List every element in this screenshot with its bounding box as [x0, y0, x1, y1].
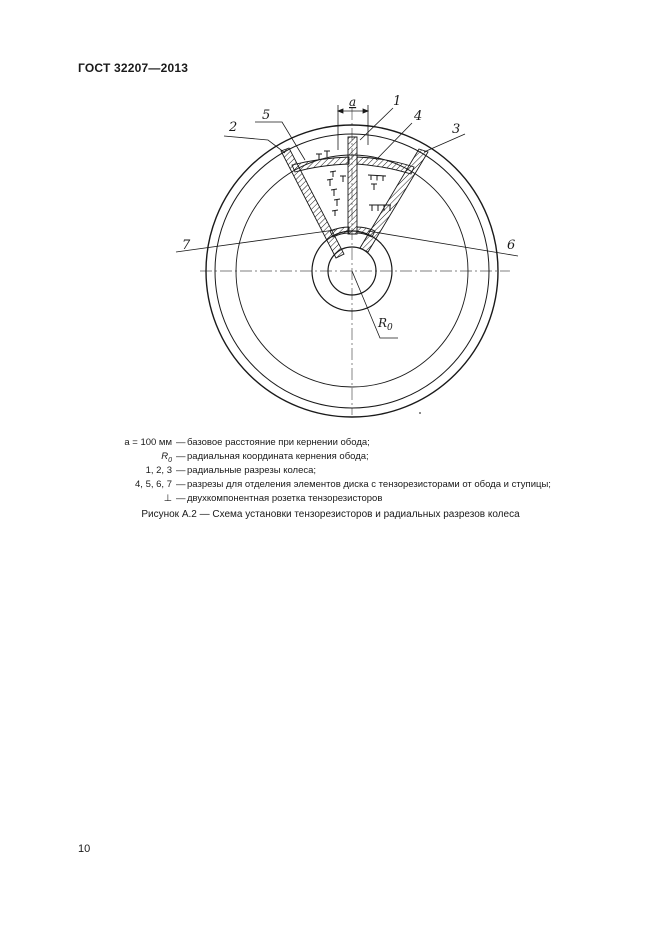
legend-row	[0, 450, 661, 464]
figure-caption: Рисунок А.2 — Схема установки тензорезисторов и радиальных разрезов колеса	[141, 509, 520, 520]
rosette-marks-center	[340, 176, 346, 182]
document-header: ГОСТ 32207—2013	[78, 61, 189, 75]
legend-text: двухкомпонентная розетка тензорезисторов	[187, 493, 383, 504]
legend-key: 1, 2, 3	[145, 465, 172, 476]
legend-dash: —	[176, 437, 186, 448]
callout-1: 1	[393, 94, 402, 109]
radial-cuts	[281, 137, 428, 258]
page-number: 10	[78, 843, 91, 855]
rosette-marks-lower-left	[332, 210, 338, 216]
legend-dash: —	[176, 451, 186, 462]
callout-7: 7	[182, 238, 191, 253]
callout-3: 3	[452, 122, 461, 137]
legend-key: $R_0$	[161, 451, 172, 464]
callout-6: 6	[507, 238, 516, 253]
legend-row	[0, 492, 661, 506]
radius-label: $R_0$	[378, 316, 393, 333]
leader-1	[360, 108, 393, 140]
legend-text: радиальная координата кернения обода;	[187, 451, 369, 462]
leader-2	[224, 136, 285, 153]
wheel-diagram	[0, 0, 661, 430]
legend-dash: —	[176, 493, 186, 504]
callout-2: 2	[229, 120, 238, 135]
rosette-marks-left	[327, 171, 340, 206]
legend-dash: —	[176, 465, 186, 476]
cut-4	[357, 157, 414, 174]
legend-row	[0, 478, 661, 492]
legend-row	[0, 464, 661, 478]
legend-key: ⊥	[163, 493, 172, 504]
legend-key: a = 100 мм	[124, 437, 172, 448]
legend-key: 4, 5, 6, 7	[135, 479, 172, 490]
leader-lines	[176, 108, 518, 338]
cut-5	[292, 157, 349, 172]
legend-row	[0, 436, 661, 450]
legend-text: базовое расстояние при кернении обода;	[187, 437, 370, 448]
dimension-a-label: a	[349, 95, 357, 109]
radial-cut-1	[348, 137, 357, 234]
callout-4: 4	[414, 109, 423, 124]
legend-text: разрезы для отделения элементов диска с тензорезисторами от обода и ступицы;	[187, 479, 551, 490]
leader-7	[176, 230, 335, 252]
rosette-marks-upper-right	[368, 175, 386, 181]
legend-text: радиальные разрезы колеса;	[187, 465, 317, 476]
legend-dash: —	[176, 479, 186, 490]
cut-7	[330, 227, 349, 237]
callout-5: 5	[262, 108, 271, 123]
